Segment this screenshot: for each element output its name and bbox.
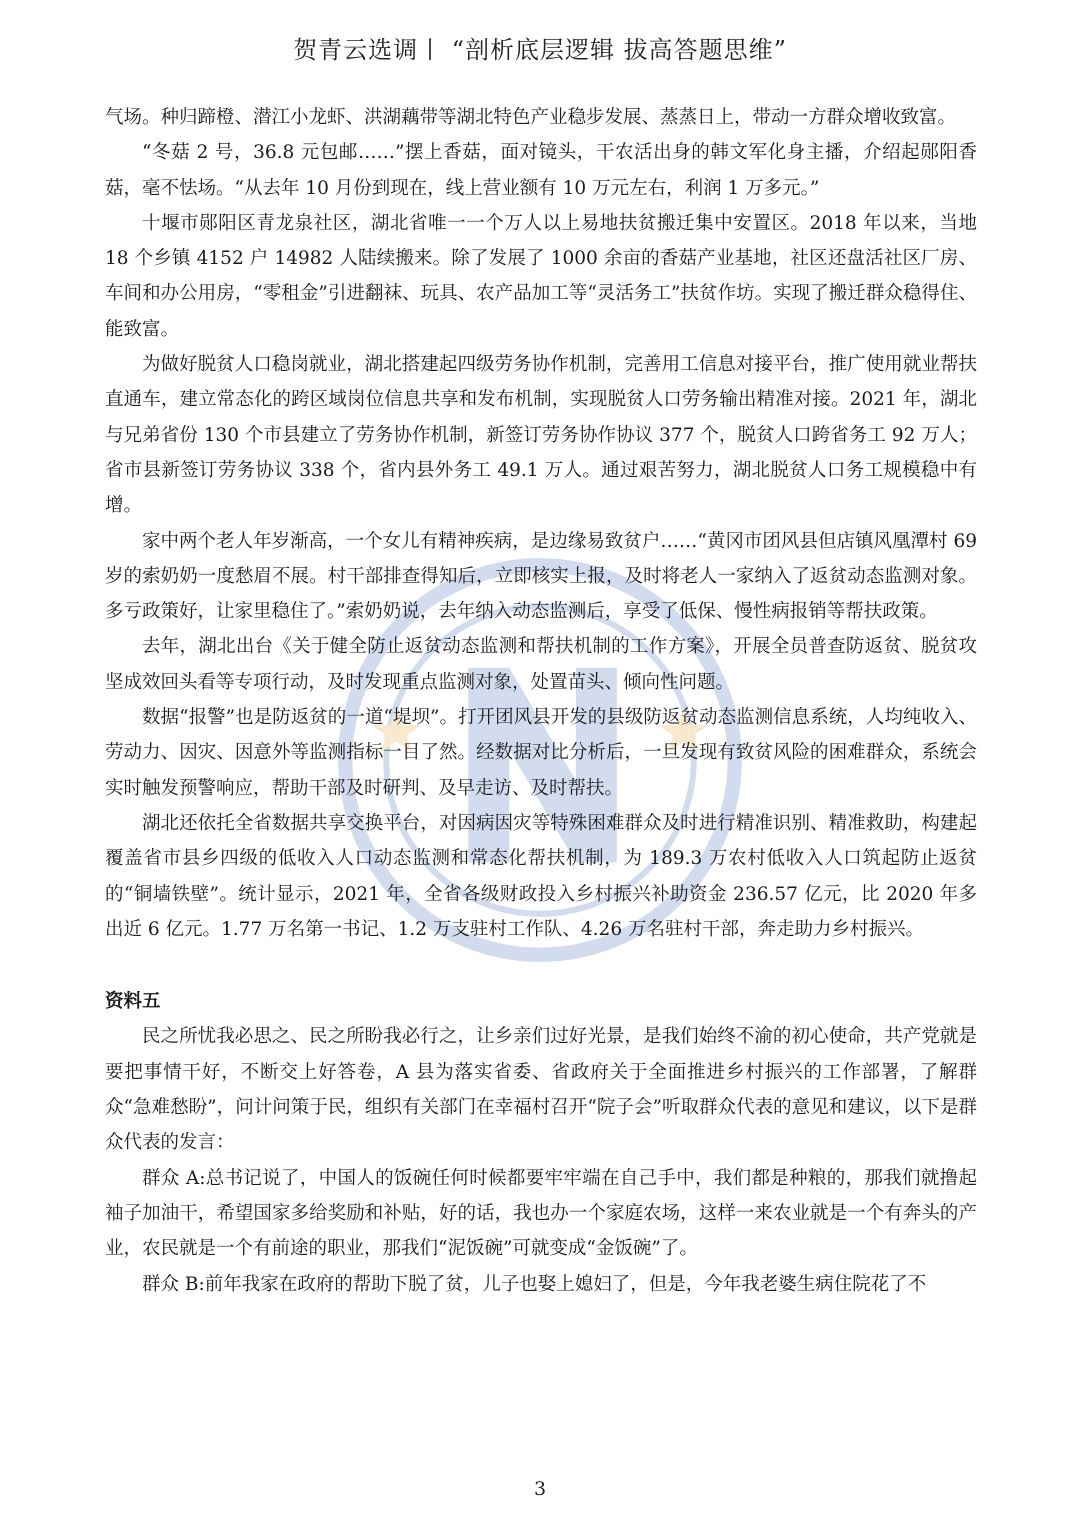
paragraph: 数据“报警”也是防返贫的一道“堤坝”。打开团风县开发的县级防返贫动态监测信息系统，人均纯收入、劳动力、因灾、因意外等监测指标一目了然。经数据对比分析后，一旦发现有致贫风险的困难群众，系统会实时触发预警响应，帮助干部及时研判、及早走访、及时帮扶。 [105,707,977,799]
paragraph: 湖北还依托全省数据共享交换平台，对因病因灾等特殊困难群众及时进行精准识别、精准救助，构建起覆盖省市县乡四级的低收入人口动态监测和常态化帮扶机制，为 189.3 万农村低收入人口筑起防止返贫的“铜墙铁壁”。统计显示，2021 年，全省各级财政投入乡村振兴补助资金 236.57 亿元，比 2020 年多出近 6 亿元。1.77 万名第一书记、1.2 万支驻村工作队、4.26 万名驻村干部，奔走助力乡村振兴。 [105,812,977,940]
paragraph: 民之所忧我必思之、民之所盼我必行之，让乡亲们过好光景，是我们始终不渝的初心使命，共产党就是要把事情干好，不断交上好答卷，A 县为落实省委、省政府关于全面推进乡村振兴的工作部署，了解群众“急难愁盼”，问计问策于民，组织有关部门在幸福村召开“院子会”听取群众代表的意见和建议，以下是群众代表的发言： [105,1026,977,1154]
paragraph: 为做好脱贫人口稳岗就业，湖北搭建起四级劳务协作机制，完善用工信息对接平台，推广使用就业帮扶直通车，建立常态化的跨区域岗位信息共享和发布机制，实现脱贫人口劳务输出精准对接。2021 年，湖北与兄弟省份 130 个市县建立了劳务协作机制，新签订劳务协作协议 377 个，脱贫人口跨省务工 92 万人；省市县新签订劳务协议 338 个，省内县外务工 49.1 万人。通过艰苦努力，湖北脱贫人口务工规模稳中有增。 [105,354,977,517]
page-number: 3 [533,1478,547,1500]
paragraph: 群众 B:前年我家在政府的帮助下脱了贫，儿子也娶上媳妇了，但是，今年我老婆生病住院花了不 [142,1273,927,1295]
document-body [105,100,977,1302]
paragraph: 群众 A:总书记说了，中国人的饭碗任何时候都要牢牢端在自己手中，我们都是种粮的，那我们就撸起袖子加油干，希望国家多给奖励和补贴，好的话，我也办一个家庭农场，这样一来农业就是一个有奔头的产业，农民就是一个有前途的职业，那我们“泥饭碗”可就变成“金饭碗”了。 [105,1167,977,1260]
paragraph: 去年，湖北出台《关于健全防止返贫动态监测和帮扶机制的工作方案》，开展全员普查防返贫、脱贫攻坚成效回头看等专项行动，及时发现重点监测对象，处置苗头、倾向性问题。 [105,636,977,693]
paragraph: 十堰市郧阳区青龙泉社区，湖北省唯一一个万人以上易地扶贫搬迁集中安置区。2018 年以来，当地 18 个乡镇 4152 户 14982 人陆续搬来。除了发展了 1000 余亩的香菇产业基地，社区还盘活社区厂房、车间和办公用房，“零租金”引进翻袜、玩具、农产品加工等“灵活务工”扶贫作坊。实现了搬迁群众稳得住、能致富。 [105,212,977,340]
section-title: 资料五 [105,991,161,1013]
paragraph: “冬菇 2 号，36.8 元包邮……”摆上香菇，面对镜头，干农活出身的韩文军化身主播，介绍起郧阳香菇，毫不怯场。“从去年 10 月份到现在，线上营业额有 10 万元左右，利润 1 万多元。” [105,142,977,199]
paragraph: 家中两个老人年岁渐高，一个女儿有精神疾病，是边缘易致贫户……“黄冈市团风县但店镇风凰潭村 69 岁的索奶奶一度愁眉不展。村干部排查得知后，立即核实上报，及时将老人一家纳入了返贫动态监测对象。多亏政策好，让家里稳住了。”索奶奶说，去年纳入动态监测后，享受了低保、慢性病报销等帮扶政策。 [105,530,977,623]
paragraph: 气场。种归蹄橙、潜江小龙虾、洪湖藕带等湖北特色产业稳步发展、蒸蒸日上，带动一方群众增收致富。 [105,107,957,128]
page-header: 贺青云选调丨 “剖析底层逻辑 拔高答题思维” [293,36,787,64]
